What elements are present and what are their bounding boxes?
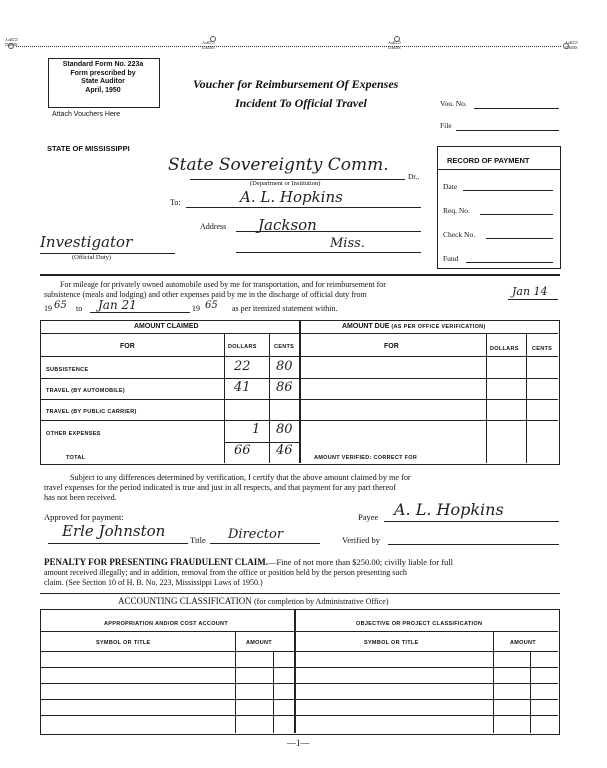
verified-by-label: Verified by <box>342 535 381 545</box>
accounting-right-header: OBJECTIVE OR PROJECT CLASSIFICATION <box>356 621 483 627</box>
title-value: Director <box>228 527 284 542</box>
xero-copy-stamp: XERO COPY <box>5 37 18 47</box>
dr-label: Dr., <box>408 172 420 181</box>
accounting-right-symbol: SYMBOL OR TITLE <box>364 640 419 646</box>
col-cents-right: CENTS <box>532 346 553 352</box>
state-label: STATE OF MISSISSIPPI <box>47 144 130 153</box>
statement-line2: subsistence (meals and lodging) and other expenses paid by me in the discharge of official duty from <box>44 290 367 299</box>
file-label: File <box>440 121 452 130</box>
statement-to-value: Jan 21 <box>98 298 137 312</box>
col-dollars-right: DOLLARS <box>490 346 519 352</box>
statement-year-prefix2: 19 <box>192 304 200 313</box>
record-req-label: Req. No. <box>443 206 470 215</box>
accounting-left-header: APPROPRIATION AND/OR COST ACCOUNT <box>104 621 228 627</box>
to-value: A. L. Hopkins <box>240 188 343 206</box>
xero-copy-stamp: XERO COPY <box>388 40 401 50</box>
form-title-line1: Voucher for Reimbursement Of Expenses <box>193 77 399 91</box>
statement-to-word: to <box>76 304 83 313</box>
record-check-label: Check No. <box>443 230 476 239</box>
binder-hole <box>210 36 216 42</box>
record-of-payment-title: RECORD OF PAYMENT <box>447 156 530 165</box>
col-for-right: FOR <box>384 343 399 350</box>
table-total-dollars: 66 <box>234 443 251 458</box>
certification-line3: has not been received. <box>44 493 117 502</box>
official-duty-value: Investigator <box>40 233 133 251</box>
accounting-left-amount: AMOUNT <box>246 640 272 646</box>
accounting-left-symbol: SYMBOL OR TITLE <box>96 640 151 646</box>
approved-label: Approved for payment: <box>44 512 124 522</box>
voucher-number-label: Vou. No. <box>440 99 467 108</box>
col-dollars-left: DOLLARS <box>228 344 257 350</box>
statement-year1: 65 <box>54 300 67 311</box>
penalty-line2: amount received illegally; and in addition, removal from the office or position held by the person presenting such <box>44 568 407 577</box>
table-row-dollars: 41 <box>234 380 251 395</box>
col-cents-left: CENTS <box>274 344 295 350</box>
penalty-line3: claim. (See Section 10 of H. B. No. 223, Mississippi Laws of 1950.) <box>44 578 263 587</box>
table-row-cents: 86 <box>276 380 293 395</box>
table-row-cents: 80 <box>276 359 293 374</box>
address-value-state: Miss. <box>330 236 365 251</box>
section-divider <box>40 274 560 276</box>
table-row-cents: 80 <box>276 422 293 437</box>
accounting-heading: ACCOUNTING CLASSIFICATION (for completion by Administrative Office) <box>118 596 389 606</box>
xero-copy-stamp: XERO COPY <box>565 40 578 50</box>
penalty-line1: PENALTY FOR PRESENTING FRAUDULENT CLAIM.—Fine of not more than $250.00; civilly liable for full <box>44 557 454 567</box>
approver-signature: Erle Johnston <box>62 522 166 540</box>
perforation-line <box>16 46 561 47</box>
binder-hole <box>563 43 569 49</box>
form-title-line2: Incident To Official Travel <box>235 96 367 110</box>
binder-hole <box>394 36 400 42</box>
table-row-dollars: 1 <box>252 422 261 437</box>
table-row-label: OTHER EXPENSES <box>46 431 101 437</box>
table-row-label: TRAVEL (BY AUTOMOBILE) <box>46 388 126 394</box>
address-value-city: Jackson <box>258 216 317 234</box>
record-date-label: Date <box>443 182 458 191</box>
xero-copy-stamp: XERO COPY <box>202 40 215 50</box>
table-row-label: SUBSISTENCE <box>46 367 89 373</box>
official-duty-label: (Official Duty) <box>72 254 112 261</box>
statement-year-prefix1: 19 <box>44 304 52 313</box>
amount-verified-label: AMOUNT VERIFIED: CORRECT FOR <box>314 455 418 461</box>
statement-from-value: Jan 14 <box>512 285 548 298</box>
table-total-cents: 46 <box>276 443 293 458</box>
certification-line1: Subject to any differences determined by verification, I certify that the above amount claimed by me for <box>70 473 411 482</box>
amount-due-header: AMOUNT DUE (AS PER OFFICE VERIFICATION) <box>342 323 486 330</box>
payee-signature: A. L. Hopkins <box>394 500 504 519</box>
table-row-label: TRAVEL (BY PUBLIC CARRIER) <box>46 409 137 415</box>
to-label: To: <box>170 198 181 207</box>
form-number: Standard Form No. 223a Form prescribed by State Auditor April, 1950 <box>62 61 144 94</box>
department-value: State Sovereignty Comm. <box>168 155 389 175</box>
binder-hole <box>8 43 14 49</box>
table-row-dollars: 22 <box>234 359 251 374</box>
statement-year2: 65 <box>205 300 218 311</box>
attach-vouchers-note: Attach Vouchers Here <box>52 111 121 118</box>
title-label: Title <box>190 535 206 545</box>
statement-line1: For mileage for privately owned automobile used by me for transportation, and for reimbursement for <box>60 280 386 289</box>
certification-line2: travel expenses for the period indicated is true and just in all respects, and that payment for any part thereof <box>44 483 396 492</box>
payee-label: Payee <box>358 512 379 522</box>
accounting-right-amount: AMOUNT <box>510 640 536 646</box>
accounting-table <box>40 609 560 735</box>
amount-claimed-header: AMOUNT CLAIMED <box>134 323 199 330</box>
address-label: Address <box>200 222 227 231</box>
col-for-left: FOR <box>120 343 135 350</box>
table-total-label: TOTAL <box>66 455 86 461</box>
page-number: —1— <box>287 738 310 748</box>
department-label: (Department or Institution) <box>250 180 321 187</box>
statement-line3: as per itemized statement within. <box>232 304 338 313</box>
record-fund-label: Fund <box>443 254 459 263</box>
